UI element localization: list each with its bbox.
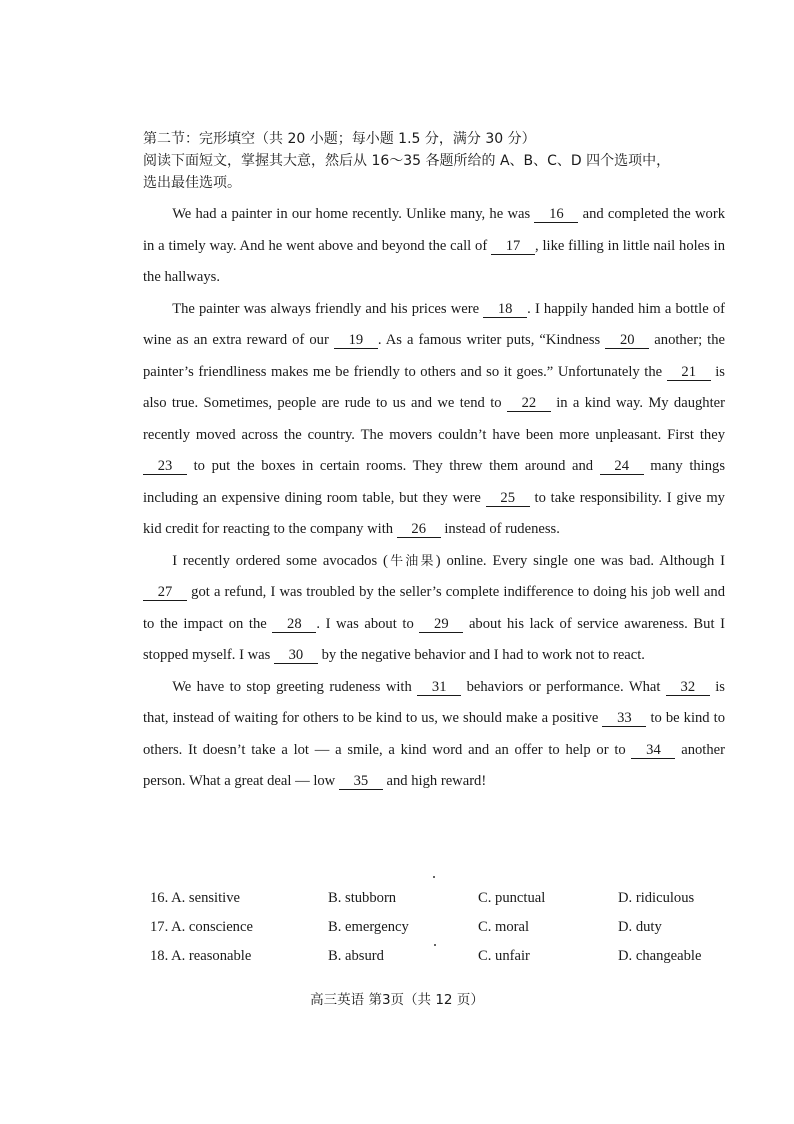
blank-27: 27 (143, 584, 187, 601)
blank-24: 24 (600, 458, 644, 475)
option-16-c: C. punctual (478, 890, 546, 906)
question-17-options (150, 919, 740, 948)
scan-speck (433, 876, 435, 878)
passage-text: We had a painter in our home recently. Unlike many, he was (172, 206, 535, 222)
blank-31: 31 (417, 679, 461, 696)
blank-16: 16 (534, 206, 578, 223)
blank-35: 35 (339, 773, 383, 790)
answer-options (150, 890, 740, 977)
blank-25: 25 (486, 490, 530, 507)
passage-text: instead of rudeness. (440, 521, 560, 537)
passage-text: in a kind way. My daughter recently moved across the country. The movers couldn’t have been more unpleasant. First they (143, 395, 725, 443)
option-18-a: 18. A. reasonable (150, 948, 252, 964)
passage-text: to put the boxes in certain rooms. They threw them around and (187, 458, 600, 474)
section-title: 第二节：完形填空（共 20 小题；每小题 1.5 分，满分 30 分） (143, 131, 536, 147)
passage-text: . I happily handed him a bottle of wine as an extra reward of our (143, 300, 725, 348)
option-18-c: C. unfair (478, 948, 530, 964)
option-18-b: B. absurd (328, 948, 384, 964)
option-17-a: 17. A. conscience (150, 919, 253, 935)
passage-text: The painter was always friendly and his prices were (172, 300, 484, 317)
question-16-options (150, 890, 740, 919)
passage-text: We have to stop greeting rudeness with (172, 678, 418, 695)
passage-text: to take responsibility. I give my kid credit for reacting to the company with (143, 489, 725, 537)
option-17-c: C. moral (478, 919, 530, 935)
blank-26: 26 (397, 521, 441, 538)
passage-text: many things including an expensive dining room table, but they were (143, 458, 726, 506)
question-18-options (150, 948, 740, 977)
passage-paragraph-3 (143, 546, 725, 672)
blank-19: 19 (334, 332, 378, 349)
option-18-d: D. changeable (618, 948, 702, 964)
passage-text: to be kind to others. It doesn’t take a lot — a smile, a kind word and an offer to help or to (143, 710, 725, 758)
blank-32: 32 (666, 679, 710, 696)
page-footer: 高三英语 第3页（共 12 页） (310, 992, 484, 1008)
section-instructions-line-1: 阅读下面短文，掌握其大意，然后从 16～35 各题所给的 A、B、C、D 四个选项中， (143, 153, 671, 169)
scan-speck (434, 944, 436, 946)
passage-text: another; the painter’s friendliness makes me be friendly to others and so it goes.” Unfortunately the (143, 332, 725, 380)
blank-22: 22 (507, 395, 551, 412)
passage-text: . I was about to (316, 615, 420, 632)
passage-paragraph-2 (143, 294, 725, 546)
passage-paragraph-4 (143, 672, 725, 798)
blank-29: 29 (419, 616, 463, 633)
passage-text: ) online. Every single one was bad. Although I (435, 552, 725, 569)
option-16-d: D. ridiculous (618, 890, 695, 906)
passage-text: , like filling in little nail holes in the hallways. (143, 237, 725, 285)
passage-text: and completed the work in a timely way. And he went above and beyond the call of (143, 206, 725, 254)
passage-text: another person. What a great deal — low (143, 741, 726, 789)
passage-text: and high reward! (382, 773, 487, 789)
blank-18: 18 (483, 301, 527, 318)
passage-text: I recently ordered some avocados ( (172, 552, 388, 569)
passage-text: is that, instead of waiting for others to be kind to us, we should make a positive (143, 678, 725, 726)
passage-text: behaviors or performance. What (461, 678, 666, 695)
blank-28: 28 (272, 616, 316, 633)
passage-text: is also true. Sometimes, people are rude to us and we tend to (143, 363, 725, 411)
option-17-b: B. emergency (328, 919, 409, 935)
blank-23: 23 (143, 458, 187, 475)
section-heading (143, 128, 743, 194)
passage-text: got a refund, I was troubled by the seller’s complete indifference to doing his job well and to the impact on the (143, 584, 725, 632)
passage-text: by the negative behavior and I had to work not to react. (317, 647, 645, 663)
section-instructions-line-2: 选出最佳选项。 (143, 175, 241, 191)
option-17-d: D. duty (618, 919, 662, 935)
option-16-a: 16. A. sensitive (150, 890, 240, 906)
option-16-b: B. stubborn (328, 890, 397, 906)
passage-text: . As a famous writer puts, “Kindness (377, 332, 606, 348)
passage-paragraph-1 (143, 199, 725, 294)
blank-33: 33 (602, 710, 646, 727)
cloze-passage (143, 199, 725, 798)
avocado-chinese-gloss: 牛油果 (387, 553, 436, 569)
blank-21: 21 (667, 364, 711, 381)
blank-30: 30 (274, 647, 318, 664)
blank-34: 34 (631, 742, 675, 759)
passage-text: about his lack of service awareness. But I stopped myself. I was (143, 615, 725, 663)
blank-17: 17 (491, 238, 535, 255)
blank-20: 20 (605, 332, 649, 349)
